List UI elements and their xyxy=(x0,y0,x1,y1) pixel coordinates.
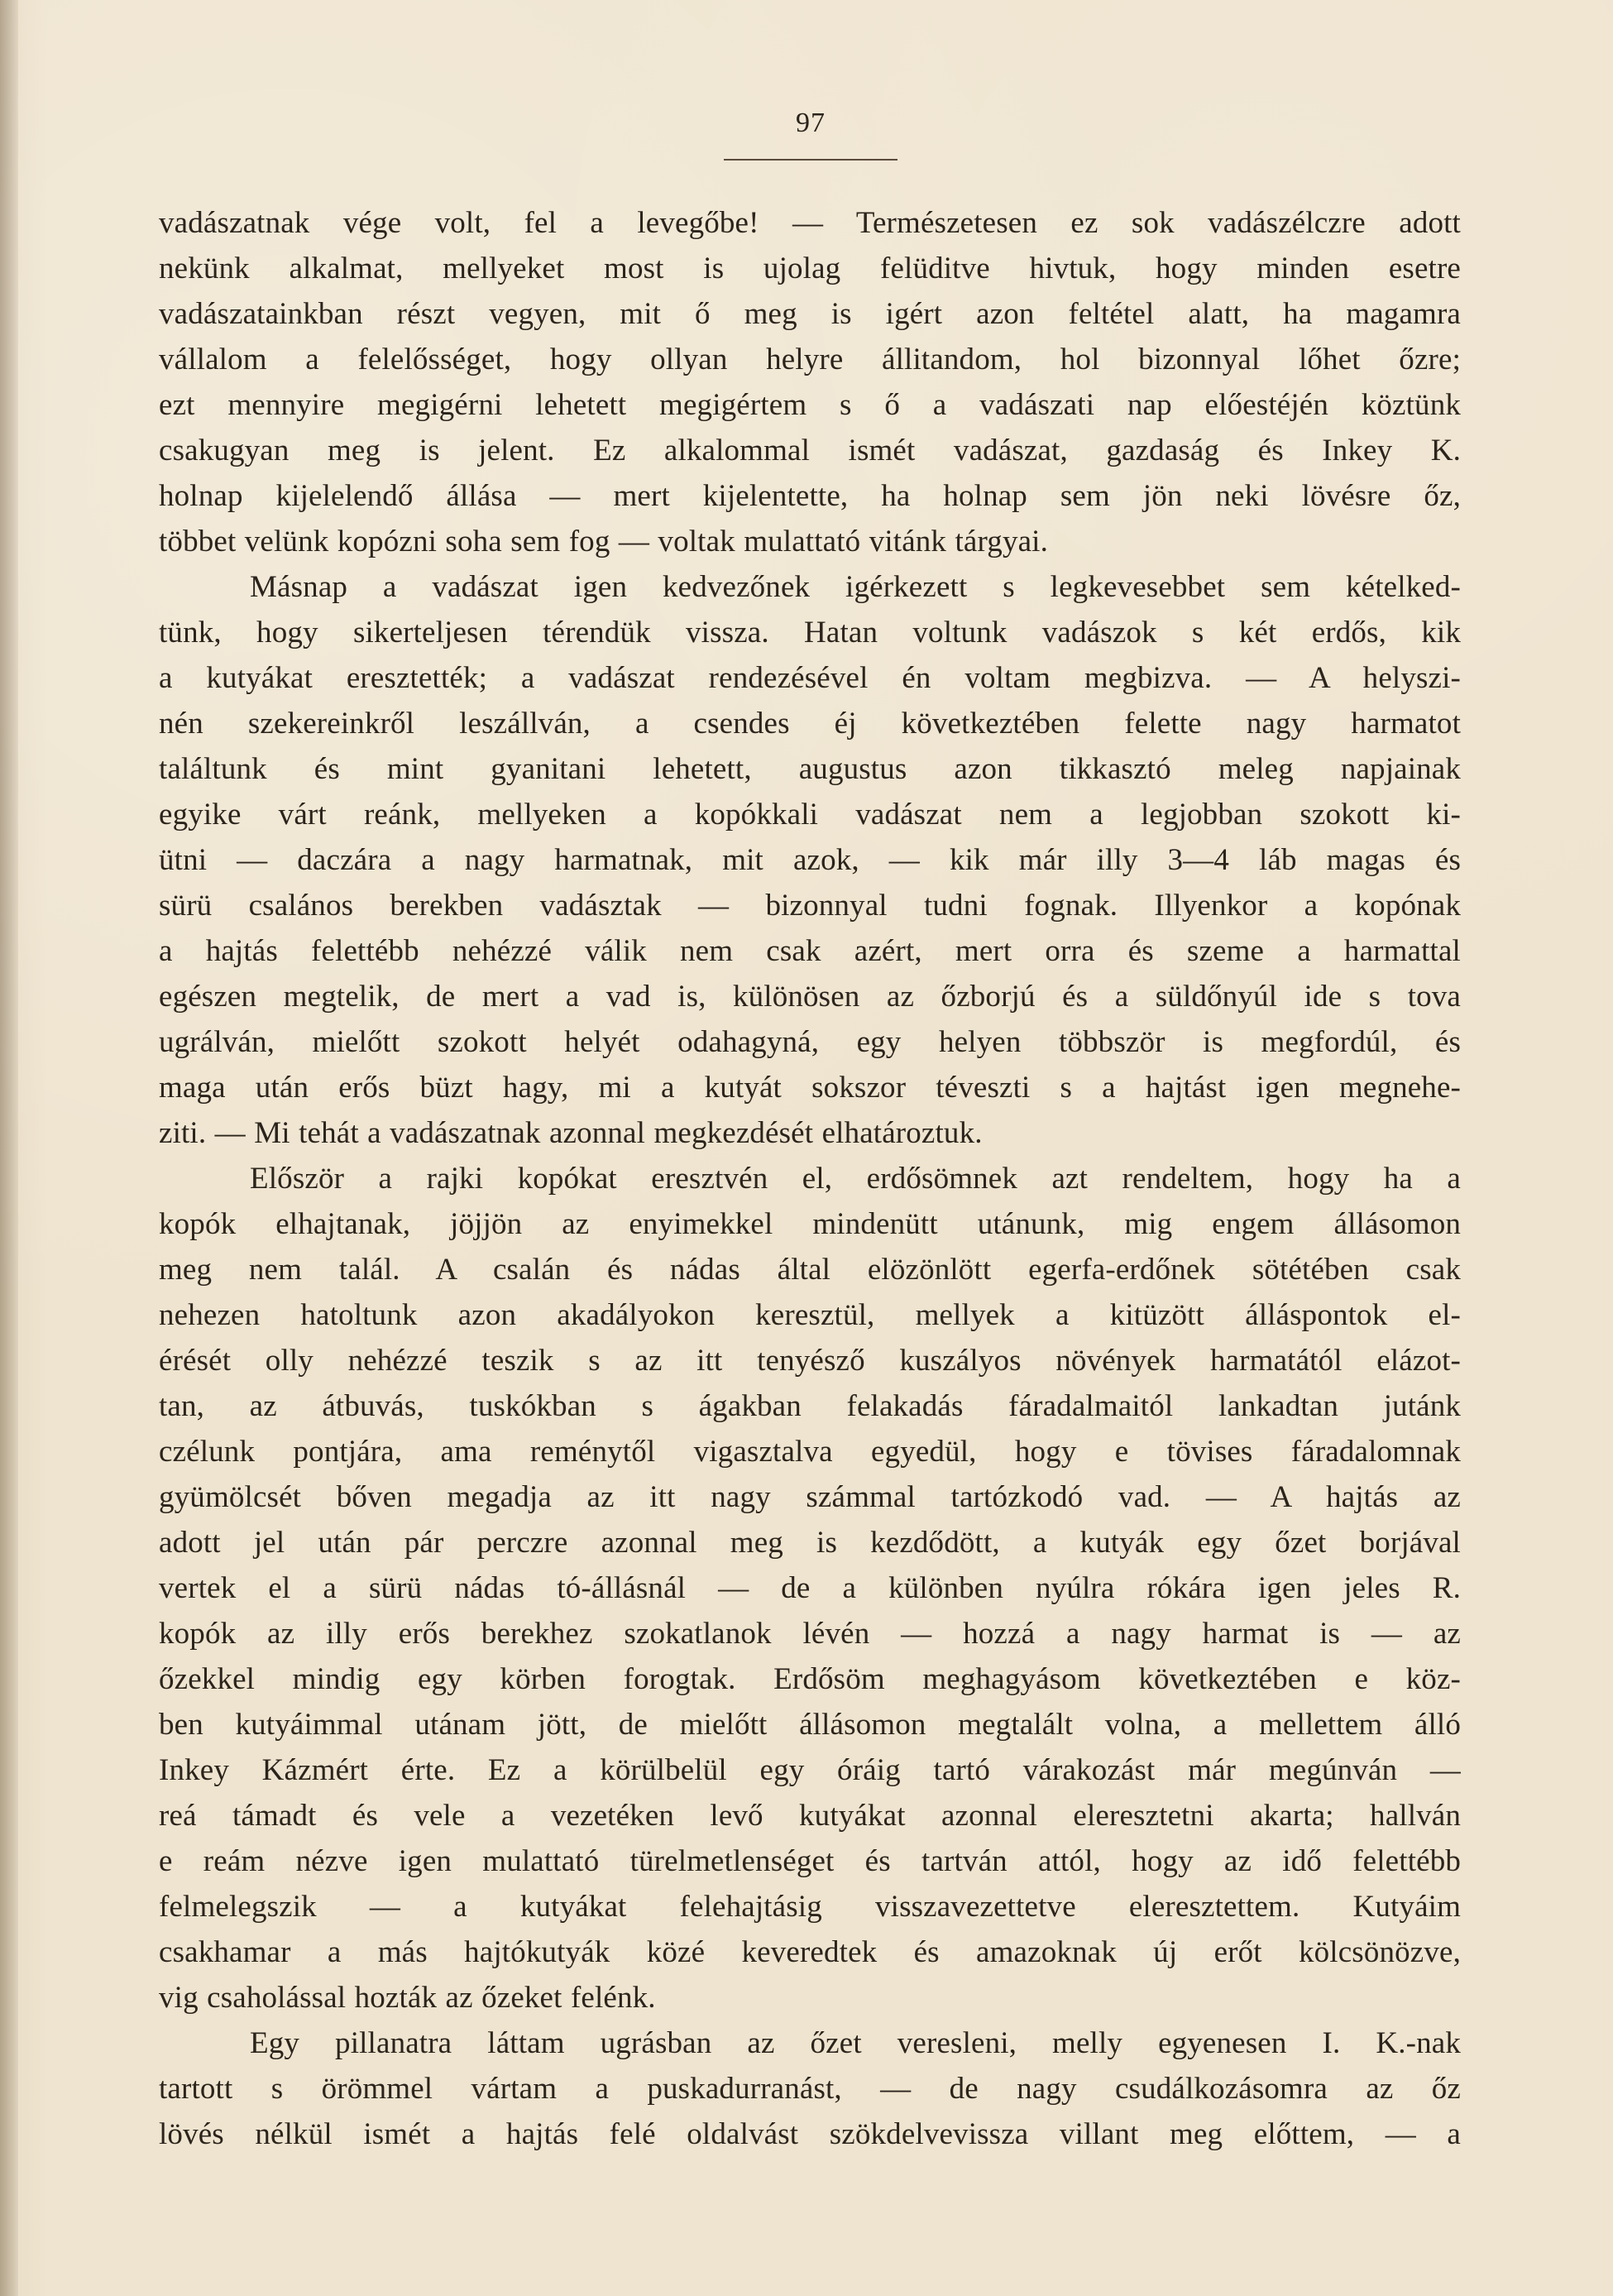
text-line: Először a rajki kopókat eresztvén el, erdősömnek azt rendeltem, hogy ha a xyxy=(250,1162,1461,1196)
text-line: vadászatainkban részt vegyen, mit ő meg is igért azon feltétel alatt, ha magamra xyxy=(159,297,1461,331)
text-line: találtunk és mint gyanitani lehetett, augustus azon tikkasztó meleg napjainak xyxy=(159,752,1461,786)
text-line: tan, az átbuvás, tuskókban s ágakban felakadás fáradalmaitól lankadtan jutánk xyxy=(159,1389,1461,1423)
text-line: nekünk alkalmat, mellyeket most is ujolag felüditve hivtuk, hogy minden esetre xyxy=(159,252,1461,285)
text-line: reá támadt és vele a vezetéken levő kutyákat azonnal eleresztetni akarta; hallván xyxy=(159,1799,1461,1833)
text-line: tünk, hogy sikerteljesen térendük vissza. Hatan voltunk vadászok s két erdős, kik xyxy=(159,616,1461,649)
page-number: 97 xyxy=(796,108,826,138)
text-line: tartott s örömmel vártam a puskadurranást, — de nagy csudálkozásomra az őz xyxy=(159,2072,1461,2106)
text-line: e reám nézve igen mulattató türelmetlenséget és tartván attól, hogy az idő felettébb xyxy=(159,1844,1461,1878)
body-text-block xyxy=(159,200,1461,2157)
text-line: czélunk pontjára, ama reménytől vigasztalva egyedül, hogy e tövises fáradalomnak xyxy=(159,1435,1461,1469)
page-binding-shadow xyxy=(0,0,18,2296)
text-line: ezt mennyire megigérni lehetett megigértem s ő a vadászati nap előestéjén köztünk xyxy=(159,388,1461,422)
text-line: Egy pillanatra láttam ugrásban az őzet veresleni, melly egyenesen I. K.-nak xyxy=(250,2026,1461,2060)
text-line: adott jel után pár perczre azonnal meg is kezdődött, a kutyák egy őzet borjával xyxy=(159,1526,1461,1560)
text-line: kopók az illy erős berekhez szokatlanok lévén — hozzá a nagy harmat is — az xyxy=(159,1617,1461,1651)
text-line: ugrálván, mielőtt szokott helyét odahagyná, egy helyen többször is megfordúl, és xyxy=(159,1025,1461,1059)
text-line: egészen megtelik, de mert a vad is, különösen az őzborjú és a süldőnyúl ide s tova xyxy=(159,980,1461,1014)
text-line: nén szekereinkről leszállván, a csendes éj következtében felette nagy harmatot xyxy=(159,707,1461,741)
text-line: csakugyan meg is jelent. Ez alkalommal ismét vadászat, gazdaság és Inkey K. xyxy=(159,434,1461,467)
text-line: ben kutyáimmal utánam jött, de mielőtt állásomon megtalált volna, a mellettem álló xyxy=(159,1708,1461,1742)
text-line: Inkey Kázmért érte. Ez a körülbelül egy óráig tartó várakozást már megúnván — xyxy=(159,1753,1461,1787)
text-line: őzekkel mindig egy körben forogtak. Erdősöm meghagyásom következtében e köz- xyxy=(159,1662,1461,1696)
text-line: gyümölcsét bőven megadja az itt nagy számmal tartózkodó vad. — A hajtás az xyxy=(159,1480,1461,1514)
text-line: ziti. — Mi tehát a vadászatnak azonnal megkezdését elhatároztuk. xyxy=(159,1116,983,1150)
text-line: Másnap a vadászat igen kedvezőnek igérkezett s legkevesebbet sem kételked- xyxy=(250,570,1461,604)
text-line: vertek el a sürü nádas tó-állásnál — de a különben nyúlra rókára igen jeles R. xyxy=(159,1571,1461,1605)
text-line: a kutyákat eresztették; a vadászat rendezésével én voltam megbizva. — A helyszi- xyxy=(159,661,1461,695)
text-line: kopók elhajtanak, jöjjön az enyimekkel mindenütt utánunk, mig engem állásomon xyxy=(159,1207,1461,1241)
text-line: vállalom a felelősséget, hogy ollyan helyre állitandom, hol bizonnyal lőhet őzre; xyxy=(159,343,1461,376)
text-line: sürü csalános berekben vadásztak — bizonnyal tudni fognak. Illyenkor a kopónak xyxy=(159,889,1461,923)
text-line: meg nem talál. A csalán és nádas által elözönlött egerfa-erdőnek sötétében csak xyxy=(159,1253,1461,1287)
text-line: a hajtás felettébb nehézzé válik nem csak azért, mert orra és szeme a harmattal xyxy=(159,934,1461,968)
page-number-rule xyxy=(724,159,897,161)
text-line: egyike várt reánk, mellyeken a kopókkali vadászat nem a legjobban szokott ki- xyxy=(159,798,1461,832)
text-line: vig csaholással hozták az őzeket felénk. xyxy=(159,1981,656,2015)
text-line: holnap kijelelendő állása — mert kijelentette, ha holnap sem jön neki lövésre őz, xyxy=(159,479,1461,513)
text-line: ütni — daczára a nagy harmatnak, mit azok, — kik már illy 3—4 láb magas és xyxy=(159,843,1461,877)
text-line: csakhamar a más hajtókutyák közé keveredtek és amazoknak új erőt kölcsönözve, xyxy=(159,1935,1461,1969)
text-line: nehezen hatoltunk azon akadályokon keresztül, mellyek a kitüzött álláspontok el- xyxy=(159,1298,1461,1332)
text-line: maga után erős büzt hagy, mi a kutyát sokszor téveszti s a hajtást igen megnehe- xyxy=(159,1071,1461,1105)
text-line: többet velünk kopózni soha sem fog — voltak mulattató vitánk tárgyai. xyxy=(159,525,1048,558)
text-line: lövés nélkül ismét a hajtás felé oldalvást szökdelvevissza villant meg előttem, — a xyxy=(159,2117,1461,2151)
text-line: érését olly nehézzé teszik s az itt tenyésző kuszályos növények harmatától elázot- xyxy=(159,1344,1461,1378)
text-line: felmelegszik — a kutyákat felehajtásig visszavezettetve eleresztettem. Kutyáim xyxy=(159,1890,1461,1924)
text-line: vadászatnak vége volt, fel a levegőbe! — Természetesen ez sok vadászélczre adott xyxy=(159,206,1461,240)
